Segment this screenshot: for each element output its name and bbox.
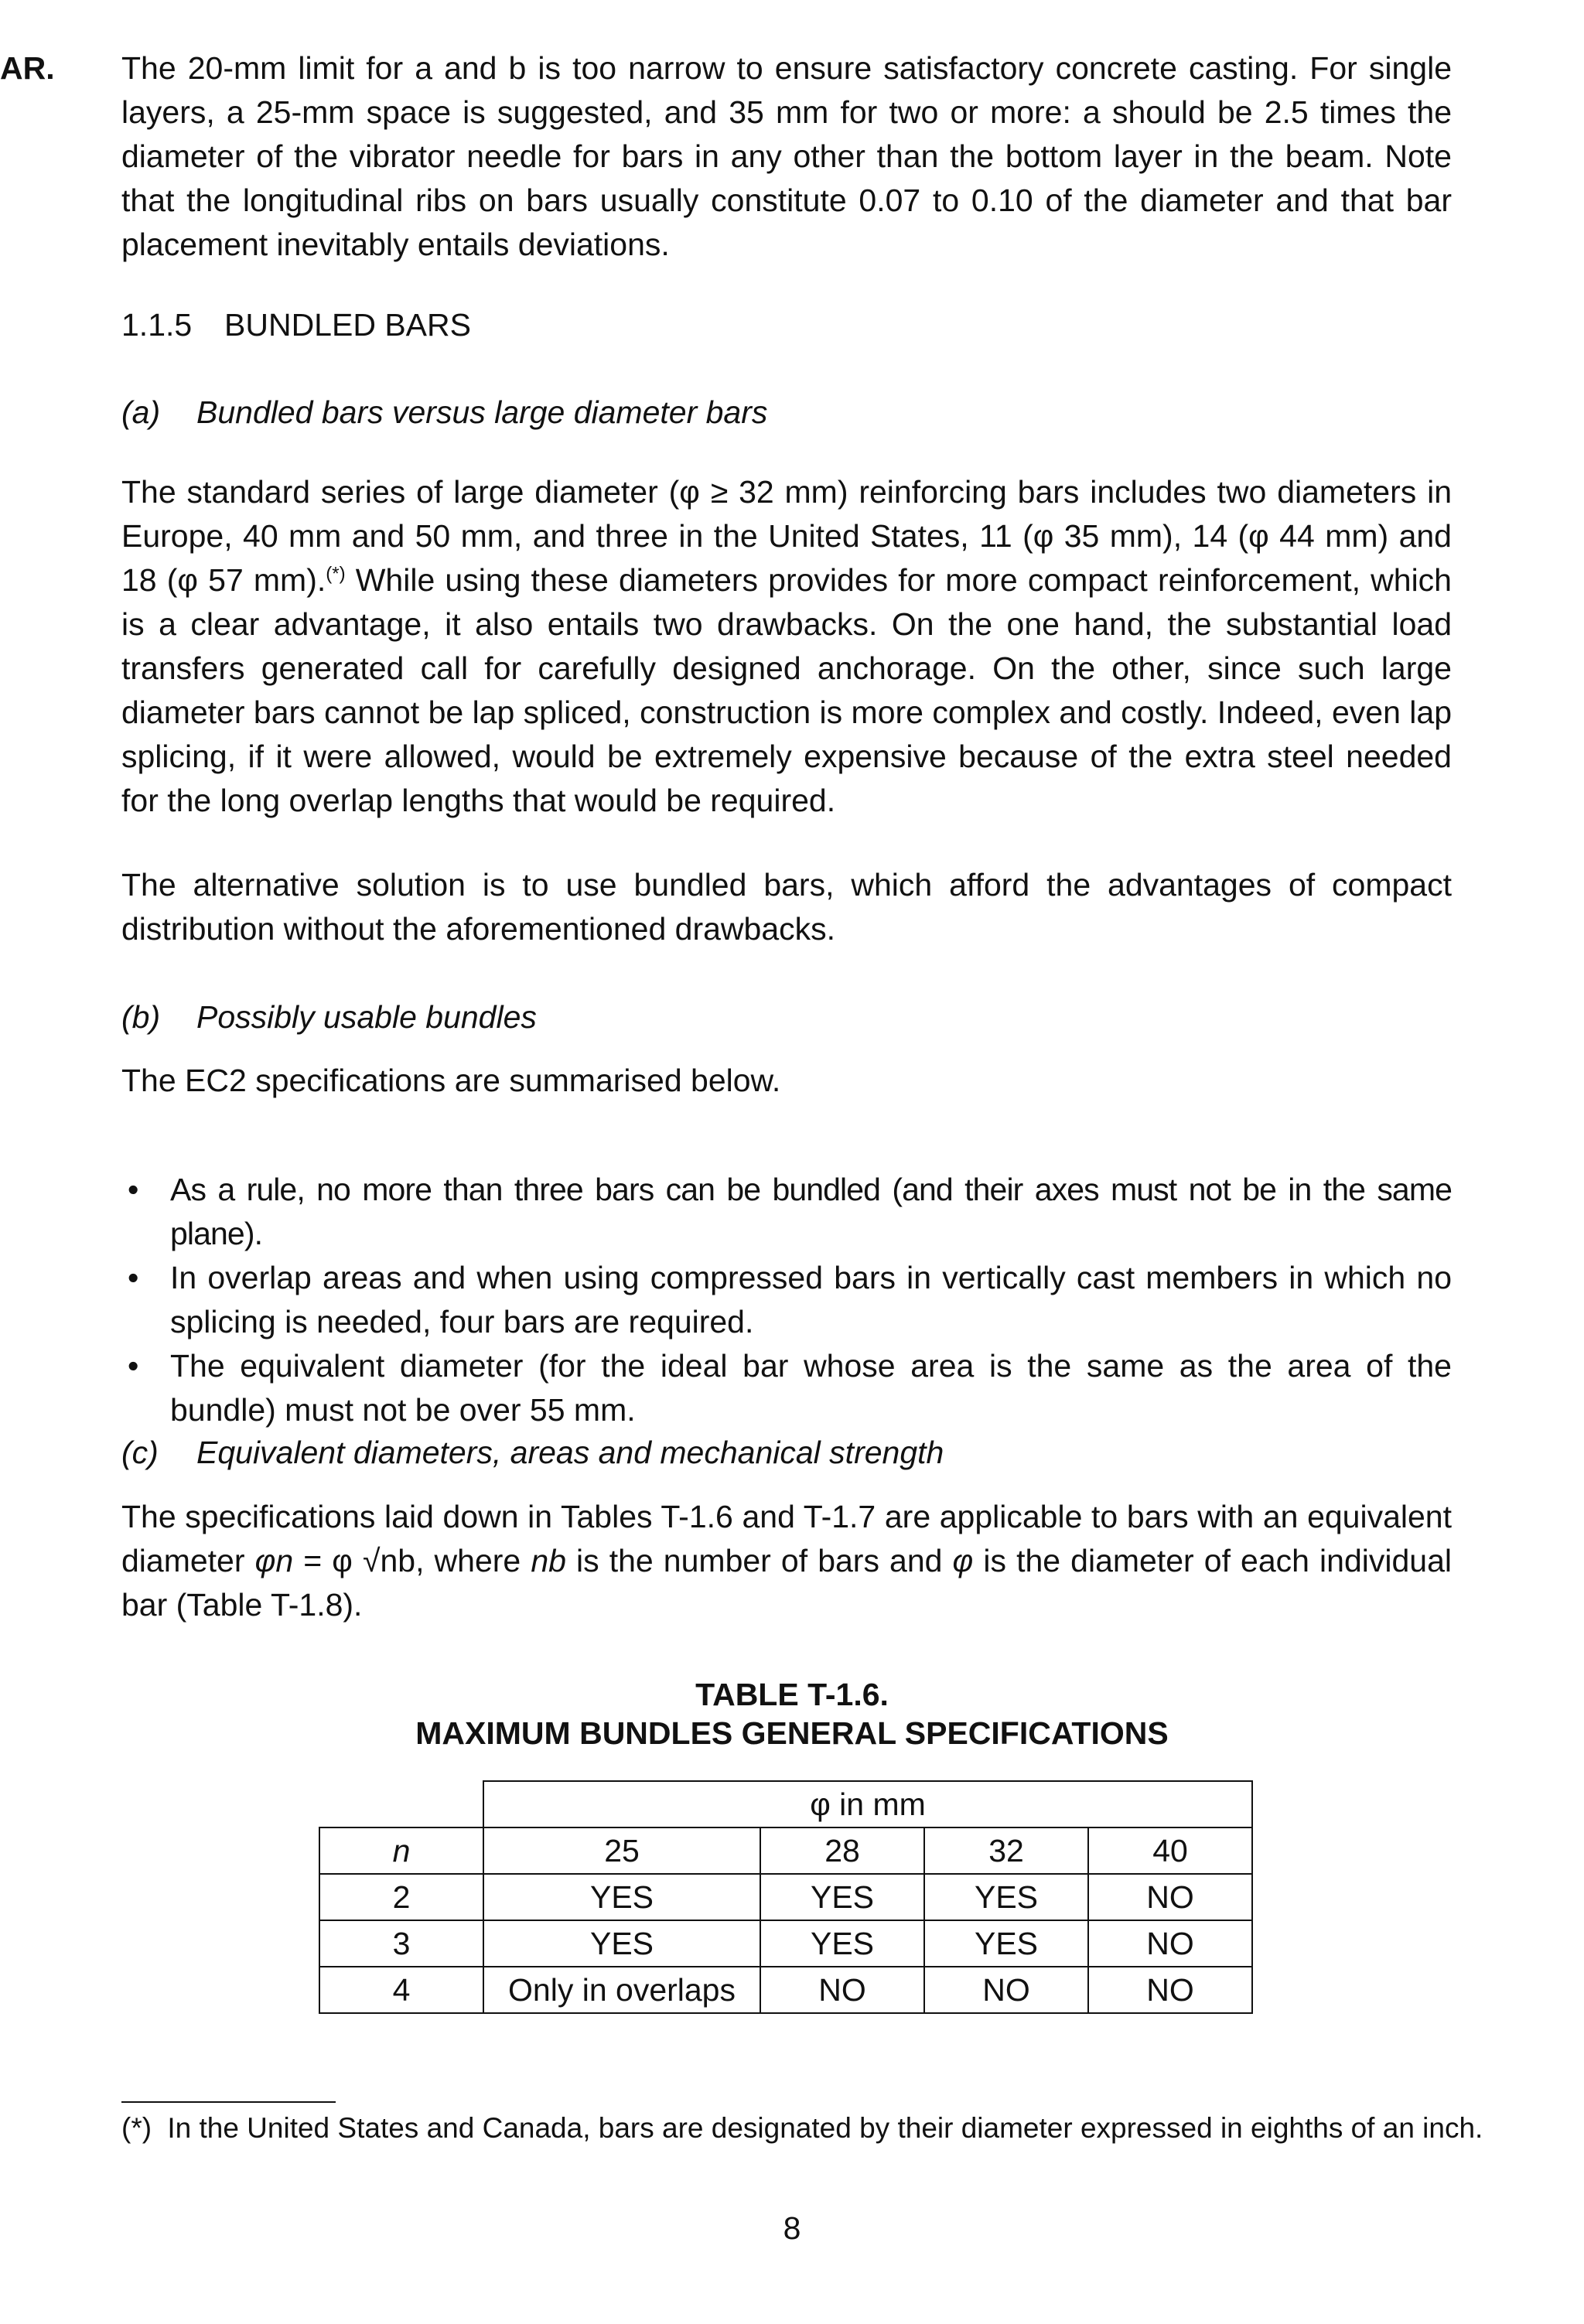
section-title: BUNDLED BARS (224, 307, 471, 343)
footnote-text: In the United States and Canada, bars are designated by their diameter expressed in eighths of an inch. (167, 2112, 1483, 2144)
section-number: 1.1.5 (121, 307, 193, 343)
table-row (319, 1874, 1252, 1920)
paragraph-large-diameter-text: The standard series of large diameter (φ ≥ 32 mm) reinforcing bars includes two diameters in Europe, 40 mm and 50 mm, and three in the United States, 11 (φ 35 mm), 14 (φ 44 mm) and 18 (φ 57 mm). (121, 474, 1452, 598)
table-cell: YES (483, 1920, 760, 1967)
table-group-header: φ in mm (483, 1781, 1252, 1827)
paragraph-equivalent-diameter: The specifications laid down in Tables T-1.6 and T-1.7 are applicable to bars with an equivalent diameter φn = φ √nb, where nb is the number of bars and φ is the diameter of each individual bar (Table T-1.8). (121, 1499, 1452, 1623)
subheading-a-tag: (a) (121, 394, 161, 430)
paragraph-alternative (121, 863, 1452, 951)
nb-symbol: nb (531, 1543, 566, 1578)
table-cell: NO (1088, 1967, 1252, 2013)
table-caption-number: TABLE T-1.6. (695, 1677, 889, 1712)
paragraph-large-diameter (121, 470, 1452, 823)
list-item: • As a rule, no more than three bars can be bundled (and their axes must not be in the same plane). (121, 1168, 1452, 1256)
table-cell: YES (760, 1874, 924, 1920)
table-row (319, 1920, 1252, 1967)
ar-text: The 20-mm limit for a and b is too narrow to ensure satisfactory concrete casting. For single layers, a 25-mm space is suggested, and 35 mm for two or more: a should be 2.5 times the diameter of the vibrator needle for bars in any other than the bottom layer in the beam. Note that the longitudinal ribs on bars usually constitute 0.07 to 0.10 of the diameter and that bar placement inevitably entails deviations. (121, 50, 1452, 262)
footnote-mark: (*) (121, 2112, 152, 2144)
table-cell: 4 (319, 1967, 483, 2013)
footnote-rule (121, 2101, 336, 2103)
paragraph-ec2-intro (121, 1059, 1452, 1103)
paragraph-alternative-text: The alternative solution is to use bundled bars, which afford the advantages of compact distribution without the aforementioned drawbacks. (121, 867, 1452, 947)
page-number: 8 (783, 2210, 801, 2246)
ar-paragraph (0, 46, 1452, 267)
bundles-spec-table (319, 1780, 1253, 2014)
subheading-c-title: Equivalent diameters, areas and mechanical strength (196, 1435, 944, 1470)
list-item: • In overlap areas and when using compressed bars in vertically cast members in which no splicing is needed, four bars are required. (121, 1256, 1452, 1344)
table-cell: YES (924, 1920, 1088, 1967)
table-row (319, 1967, 1252, 2013)
table-header-cell: n (319, 1827, 483, 1874)
table-cell: NO (1088, 1874, 1252, 1920)
equivalent-diameter-formula: = φ √nb (293, 1543, 416, 1578)
table-header-cell: 25 (483, 1827, 760, 1874)
list-item: • The equivalent diameter (for the ideal bar whose area is the same as the area of the bundle) must not be over 55 mm. (121, 1344, 1452, 1432)
table-caption-title: MAXIMUM BUNDLES GENERAL SPECIFICATIONS (415, 1715, 1169, 1751)
bullet-icon: • (128, 1172, 139, 1207)
phi-symbol: φ (952, 1543, 974, 1578)
subheading-a-title: Bundled bars versus large diameter bars (196, 394, 768, 430)
table-cell: 3 (319, 1920, 483, 1967)
table-cell: NO (924, 1967, 1088, 2013)
footnote-reference: (*) (326, 563, 346, 585)
subheading-b-tag: (b) (121, 999, 161, 1035)
table-group-header-row (319, 1781, 1252, 1827)
bullet-icon: • (128, 1260, 139, 1295)
paragraph-ec2-intro-text: The EC2 specifications are summarised below. (121, 1063, 781, 1098)
table-header-cell: 32 (924, 1827, 1088, 1874)
equivalent-diameter-formula-lhs: φn (254, 1543, 294, 1578)
table-header-row (319, 1827, 1252, 1874)
footnote (121, 2109, 1483, 2148)
table-cell: YES (924, 1874, 1088, 1920)
subheading-c-tag: (c) (121, 1435, 159, 1470)
table-cell: 2 (319, 1874, 483, 1920)
table-corner-cell (319, 1781, 483, 1827)
subheading-b-title: Possibly usable bundles (196, 999, 537, 1035)
table-cell: NO (1088, 1920, 1252, 1967)
table-cell: Only in overlaps (483, 1967, 760, 2013)
paragraph-large-diameter-cont: While using these diameters provides for more compact reinforcement, which is a clear advantage, it also entails two drawbacks. On the one hand, the substantial load transfers generated call for carefully designed anchorage. On the other, since such large diameter bars cannot be lap spliced, construction is more complex and costly. Indeed, even lap splicing, if it were allowed, would be extremely expensive because of the extra steel needed for the long overlap lengths that would be required. (121, 562, 1452, 818)
table-cell: NO (760, 1967, 924, 2013)
table-header-cell: 40 (1088, 1827, 1252, 1874)
bullet-icon: • (128, 1348, 139, 1384)
table-cell: YES (483, 1874, 760, 1920)
table-header-cell: 28 (760, 1827, 924, 1874)
ec2-bullet-list (121, 1168, 1452, 1432)
ar-label: AR. (0, 50, 55, 86)
table-cell: YES (760, 1920, 924, 1967)
